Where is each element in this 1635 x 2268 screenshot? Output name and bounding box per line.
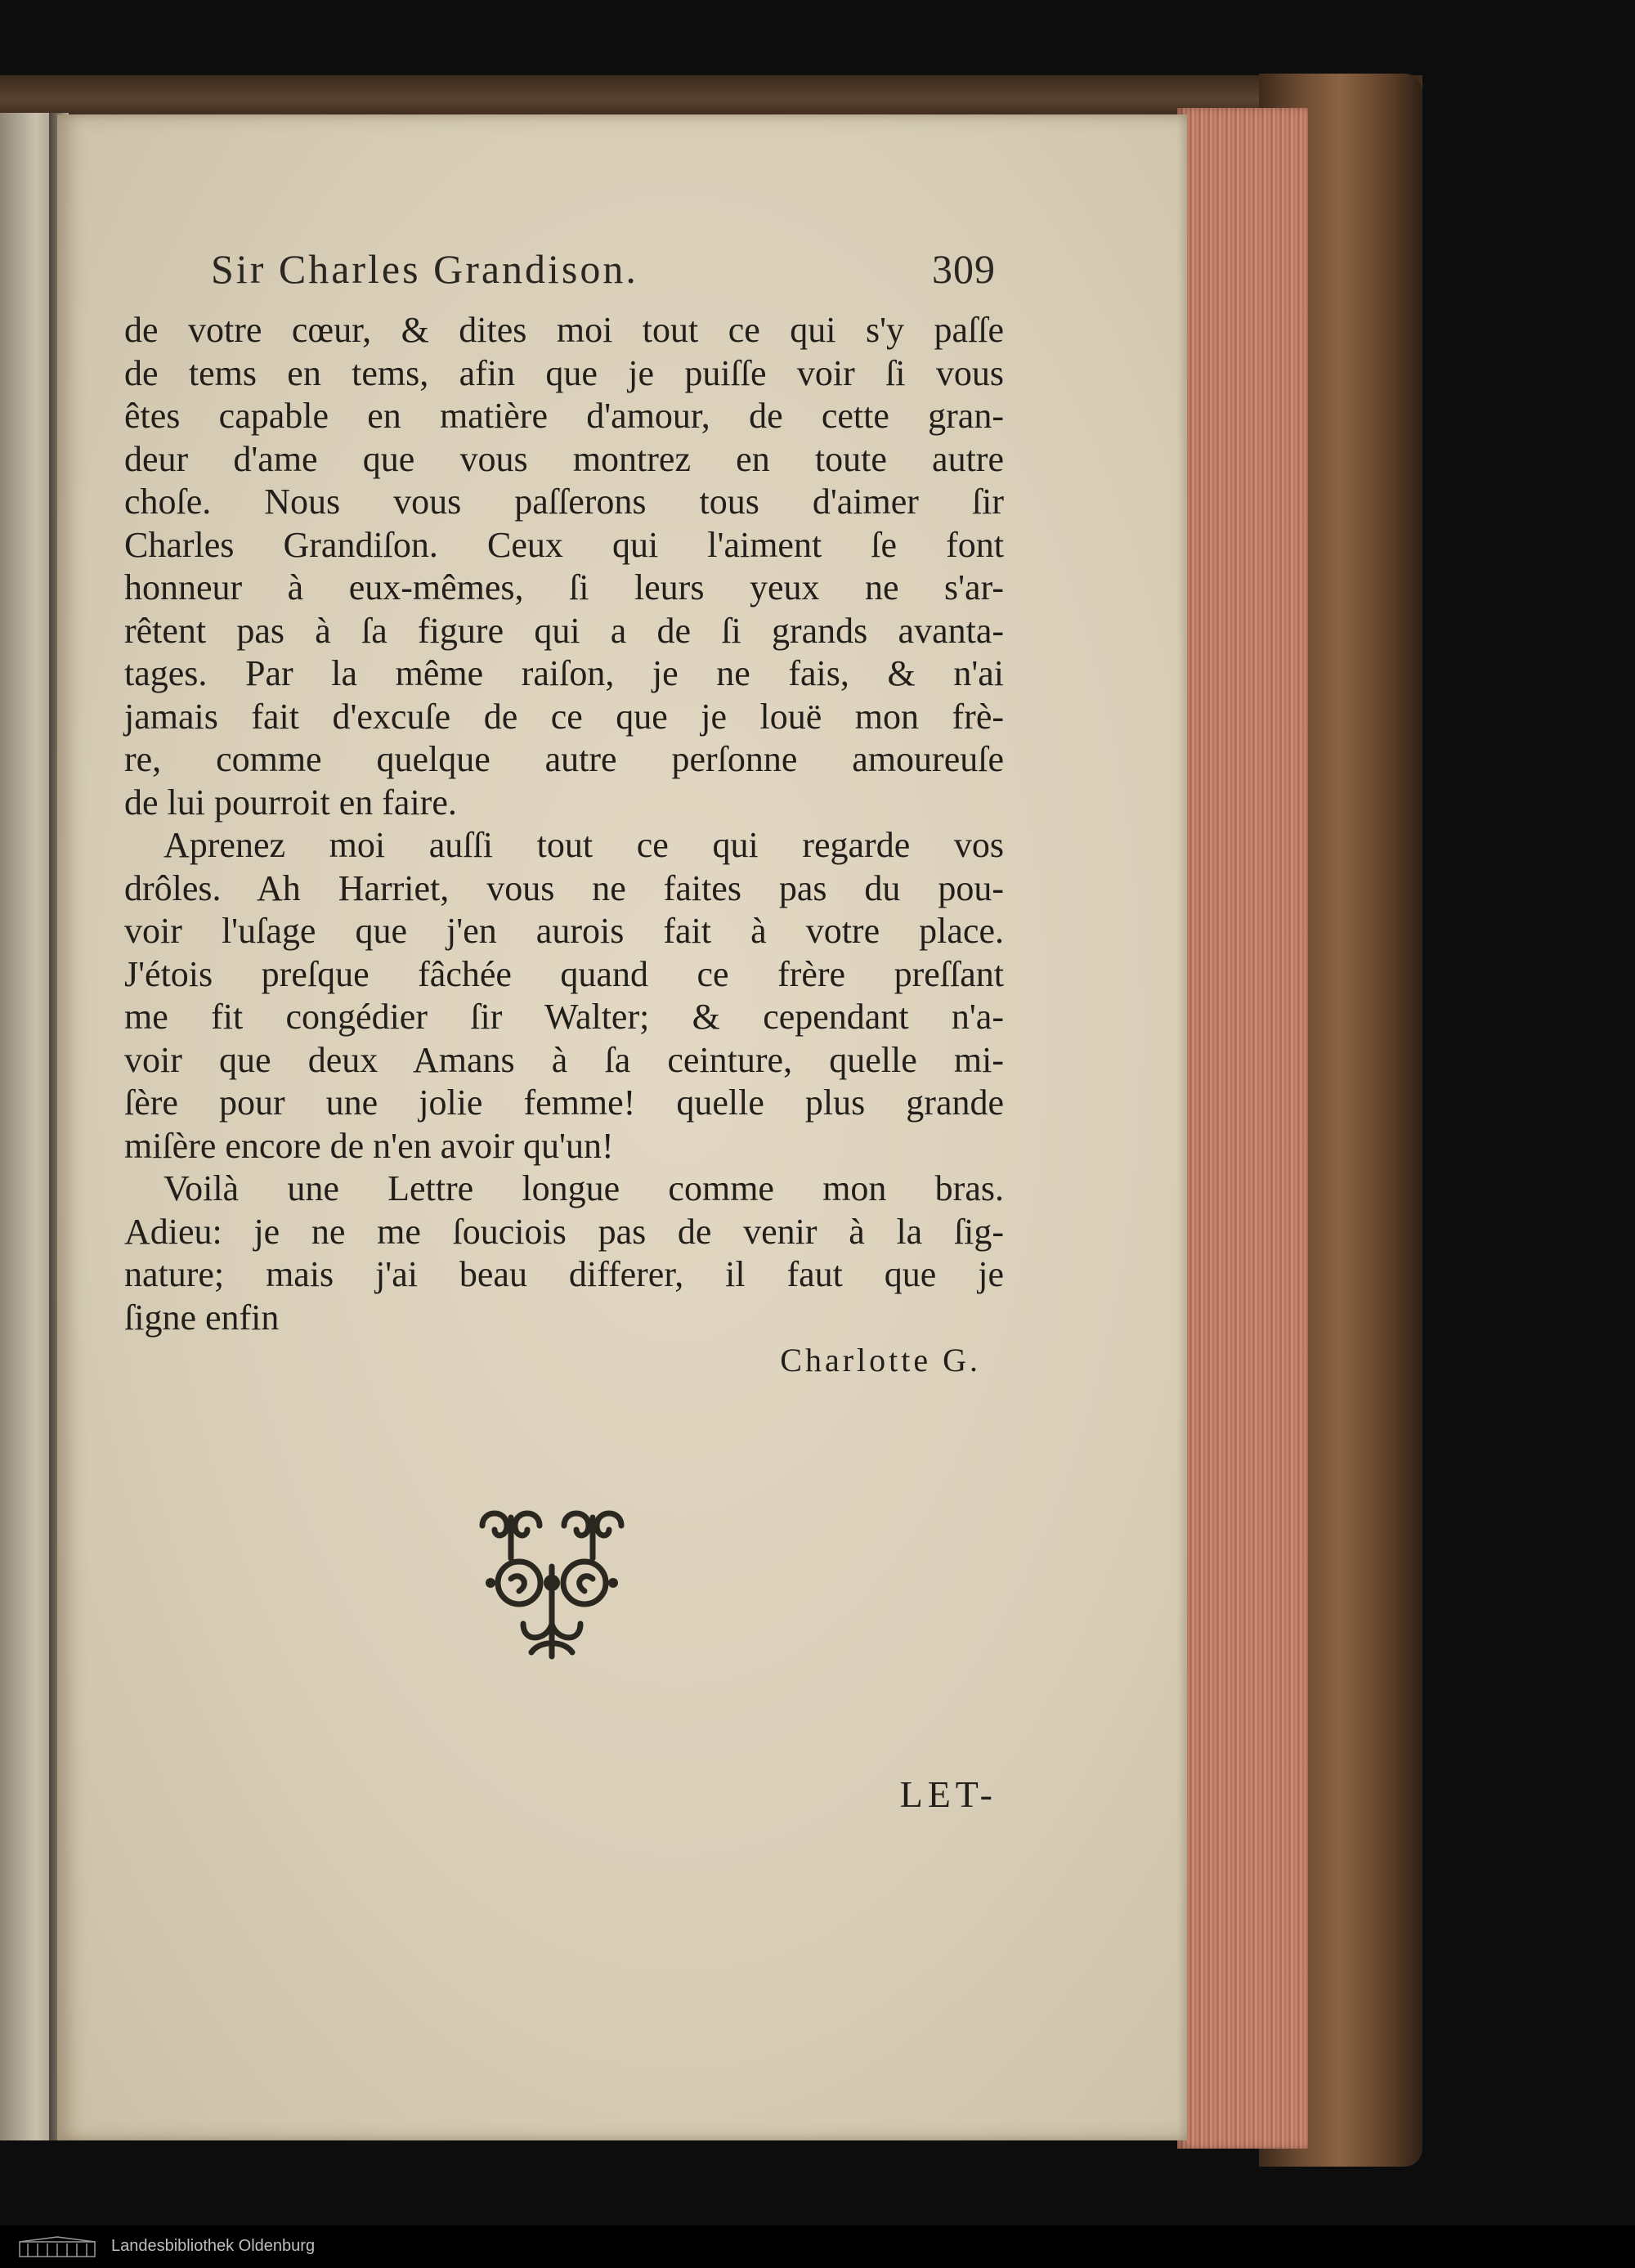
running-head	[211, 245, 996, 294]
signature: Charlotte G.	[780, 1342, 981, 1378]
text-line: choſe. Nous vous paſſerons tous d'aimer ſir	[124, 482, 1004, 522]
library-building-icon	[16, 2235, 98, 2258]
text-line: deur d'ame que vous montrez en toute autre	[124, 438, 1004, 479]
text-line: de votre cœur, & dites moi tout ce qui s'y paſſe	[124, 310, 1004, 350]
text-line: de lui pourroit en faire.	[124, 782, 457, 822]
text-line: me fit congédier ſir Walter; & cependant n'a-	[124, 997, 1004, 1037]
fleuron-ornament-icon	[466, 1501, 638, 1665]
page-number: 309	[932, 246, 996, 292]
text-line: Voilà une Lettre longue comme mon bras.	[164, 1168, 1004, 1208]
catchword: LET-	[899, 1773, 997, 1815]
library-name: Landesbibliothek Oldenburg	[111, 2237, 316, 2255]
text-line: voir l'uſage que j'en aurois fait à votre place.	[124, 911, 1004, 951]
text-line: ſère pour une jolie femme! quelle plus grande	[124, 1082, 1004, 1123]
text-line: miſère encore de n'en avoir qu'un!	[124, 1125, 614, 1166]
footer-bar	[0, 2225, 1635, 2268]
text-line: honneur à eux-mêmes, ſi leurs yeux ne s'ar-	[124, 567, 1004, 607]
text-line: Aprenez moi auſſi tout ce qui regarde vos	[164, 825, 1004, 865]
text-line: de tems en tems, afin que je puiſſe voir ſi vous	[124, 352, 1004, 393]
text-line: J'étois preſque fâchée quand ce frère preſſant	[124, 953, 1004, 994]
text-line: jamais fait d'excuſe de ce que je louë mon frè-	[124, 696, 1004, 737]
text-line: drôles. Ah Harriet, vous ne faites pas du pou-	[124, 867, 1004, 908]
text-line: Adieu: je ne me ſouciois pas de venir à la ſig-	[124, 1211, 1004, 1252]
text-line: êtes capable en matière d'amour, de cette gran-	[124, 396, 1004, 436]
text-line: ſigne enfin	[124, 1297, 280, 1338]
text-line: Charles Grandiſon. Ceux qui l'aiment ſe font	[124, 524, 1004, 565]
running-head-title: Sir Charles Grandison.	[211, 246, 638, 292]
text-line: voir que deux Amans à ſa ceinture, quelle mi-	[124, 1039, 1004, 1080]
page-edges	[1177, 108, 1308, 2149]
text-line: nature; mais j'ai beau differer, il faut que je	[124, 1254, 1004, 1294]
text-line: rêtent pas à ſa figure qui a de ſi grands avanta-	[124, 610, 1004, 651]
body-text	[124, 309, 1004, 1339]
text-line: tages. Par la même raiſon, je ne fais, & n'ai	[124, 653, 1004, 693]
text-line: re, comme quelque autre perſonne amoureuſe	[124, 739, 1004, 779]
